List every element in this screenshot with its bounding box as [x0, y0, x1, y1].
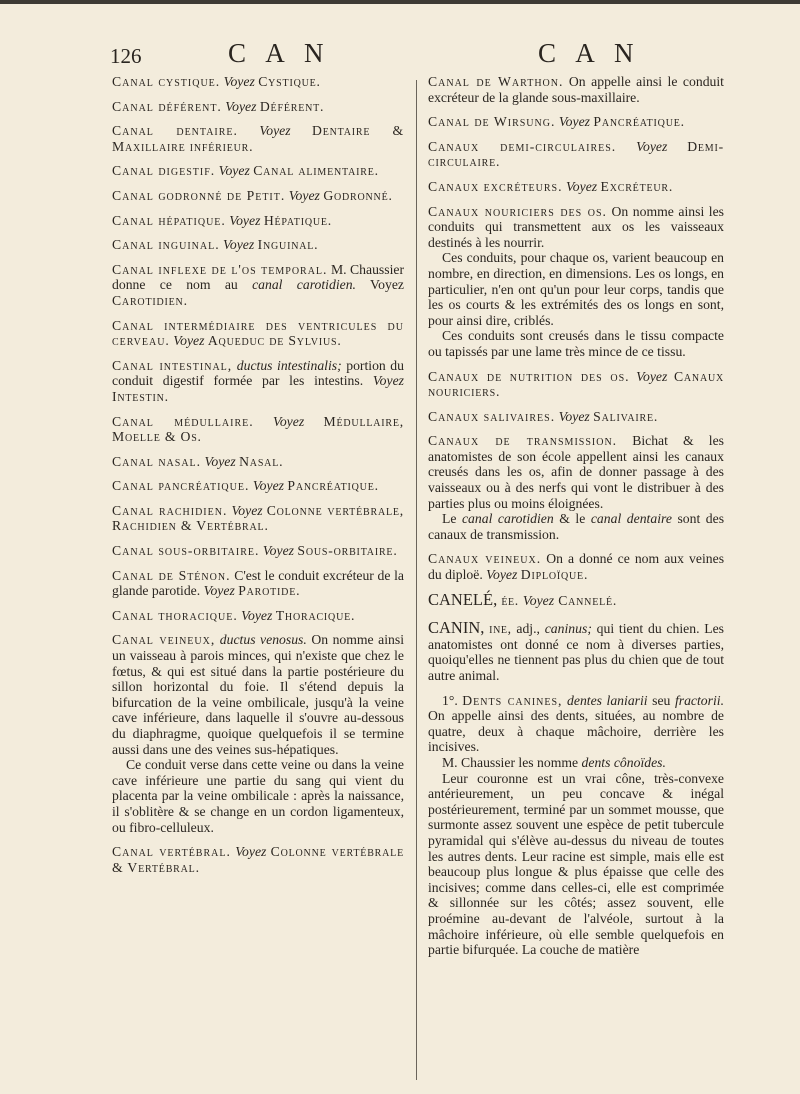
- entry-canal-nasal: Canal nasal. Voyez Nasal.: [112, 453, 284, 469]
- entry-canaux-nouriciers: Canaux nouriciers des os. On nomme ainsi les conduits qui transmettent aux os les vaisseaux destinés à les nourrir. Ces conduits, pour chaque os, varient beaucoup en nombre, en direction, en dimensions. Les os longs, en particulier, n'en ont qu'un pour leur corps, tandis que les os courts & les extrémités des os longs en sont, pour ainsi dire, criblés. Ces conduits sont creusés dans le tissu compacte ou tapissés par une lame très mince de ce tissu.: [428, 203, 725, 359]
- entry-canal-dentaire: Canal dentaire. Voyez Dentaire & Maxillaire inférieur.: [112, 123, 404, 154]
- entry-canal-digestif: Canal digestif. Voyez Canal alimentaire.: [112, 163, 379, 179]
- running-head-left: C A N: [228, 38, 331, 68]
- entry-canaux-veineux: Canaux veineux. On a donné ce nom aux veines du diploë. Voyez Diploïque.: [428, 551, 725, 583]
- entry-canaux-salivaires: Canaux salivaires. Voyez Salivaire.: [428, 408, 659, 424]
- entry-canal-cystique: Canal cystique. Voyez Cystique.: [112, 74, 321, 89]
- entry-canal-stenon: Canal de Sténon. C'est le conduit excréteur de la glande parotide. Voyez Parotide.: [112, 567, 404, 599]
- entry-canal-pancreatique: Canal pancréatique. Voyez Pancréatique.: [112, 478, 379, 494]
- entry-canaux-nutrition: Canaux de nutrition des os. Voyez Canaux nouriciers.: [428, 368, 725, 400]
- entry-dents-canines: 1°. Dents canines, dentes laniarii seu fractorii. On appelle ainsi des dents, situées, au nombre de quatre, deux à chaque mâchoire, derrière les incisives. M. Chaussier les nomme dents cônoïdes. Leur couronne est un vrai cône, très-convexe antérieurement, un peu concave & inégal postérieurement, terminé par un sommet mousse, que surmonte assez souvent une espèce de petit tubercule pyramidal qui s'élève au-dessus du niveau de toutes les autres dents. Leur racine est simple, mais elle est beaucoup plus longue & plus épaisse que celle des incisives; comme dans celles-ci, elle est comprimée & sillonnée sur les côtés; assez souvent, elle proémine au-devant de l'alvéole, surtout à la mâchoire inférieure, où elle semble quelquefois en partie bifurquée. La couche de matière: [428, 692, 725, 958]
- right-column: [428, 74, 724, 967]
- entry-canaux-excreteurs: Canaux excréteurs. Voyez Excréteur.: [428, 178, 674, 194]
- entry-canal-inguinal: Canal inguinal. Voyez Inguinal.: [112, 237, 319, 253]
- entry-canal-vertebral: Canal vertébral. Voyez Colonne vertébrale & Vertébral.: [112, 844, 404, 875]
- entry-canal-veineux: Canal veineux, ductus venosus. On nomme ainsi un vaisseau à parois minces, qui n'existe que chez le fœtus, & qui est situé dans la partie postérieure du sillon horizontal du foie. Il s'étend depuis la bifurcation de la veine ombilicale, jusqu'à la veine cave inférieure, dans laquelle il s'ouvre au-dessous du diaphragme, quoique quelquefois il se termine aussi dans une des veines sus-hépatiques. Ce conduit verse dans cette veine ou dans la veine cave inférieure une partie du sang qui vient du placenta par la veine ombilicale : après la naissance, il s'oblitère & se change en un cordon ligamenteux, ou fibro-celluleux.: [112, 632, 404, 835]
- entry-canal-intestinal: Canal intestinal, ductus intestinalis; portion du conduit digestif formée par les intestins. Voyez Intestin.: [112, 357, 404, 404]
- left-column: [112, 74, 404, 884]
- column-divider: [416, 80, 417, 1080]
- entry-canal-deferent: Canal déférent. Voyez Déférent.: [112, 98, 325, 114]
- entry-canal-godronne: Canal godronné de Petit. Voyez Godronné.: [112, 187, 393, 203]
- entry-canal-warthon: Canal de Warthon. On appelle ainsi le conduit excréteur de la glande sous-maxillaire.: [428, 74, 724, 105]
- page-header: [0, 38, 800, 72]
- entry-canaux-transmission: Canaux de transmission. Bichat & les anatomistes de son école appellent ainsi les canaux creusés dans les os, afin de donner passage à des vaisseaux ou à des nerfs qui vont le distribuer à des parties plus ou moins éloignées. Le canal carotidien & le canal dentaire sont des canaux de transmission.: [428, 433, 725, 542]
- entry-canin: CANIN, ine, adj., caninus; qui tient du chien. Les anatomistes ont donné ce nom à diverses parties, quoiqu'elles ne tiennent pas plus du chien que de tout autre animal.: [428, 618, 725, 683]
- entry-canal-rachidien: Canal rachidien. Voyez Colonne vertébrale, Rachidien & Vertébral.: [112, 502, 404, 534]
- page-edge-rule: [0, 0, 800, 4]
- entry-canal-hepatique: Canal hépatique. Voyez Hépatique.: [112, 212, 333, 228]
- page-number: 126: [110, 44, 142, 68]
- entry-canele: CANELÉ, ée. Voyez Cannelé.: [428, 589, 618, 609]
- running-head-right: C A N: [538, 38, 641, 68]
- entry-canal-sous-orbitaire: Canal sous-orbitaire. Voyez Sous-orbitaire.: [112, 543, 398, 559]
- entry-canal-wirsung: Canal de Wirsung. Voyez Pancréatique.: [428, 114, 685, 130]
- entry-canal-inflexe: Canal inflexe de l'os temporal. M. Chaussier donne ce nom au canal carotidien. Voyez Carotidien.: [112, 261, 405, 308]
- entry-canaux-demi-circulaires: Canaux demi-circulaires. Voyez Demi-circulaire.: [428, 138, 724, 170]
- entry-canal-medullaire: Canal médullaire. Voyez Médullaire, Moelle & Os.: [112, 413, 405, 445]
- entry-canal-thoracique: Canal thoracique. Voyez Thoracique.: [112, 607, 356, 623]
- entry-canal-intermediaire: Canal intermédiaire des ventricules du cerveau. Voyez Aqueduc de Sylvius.: [112, 317, 404, 349]
